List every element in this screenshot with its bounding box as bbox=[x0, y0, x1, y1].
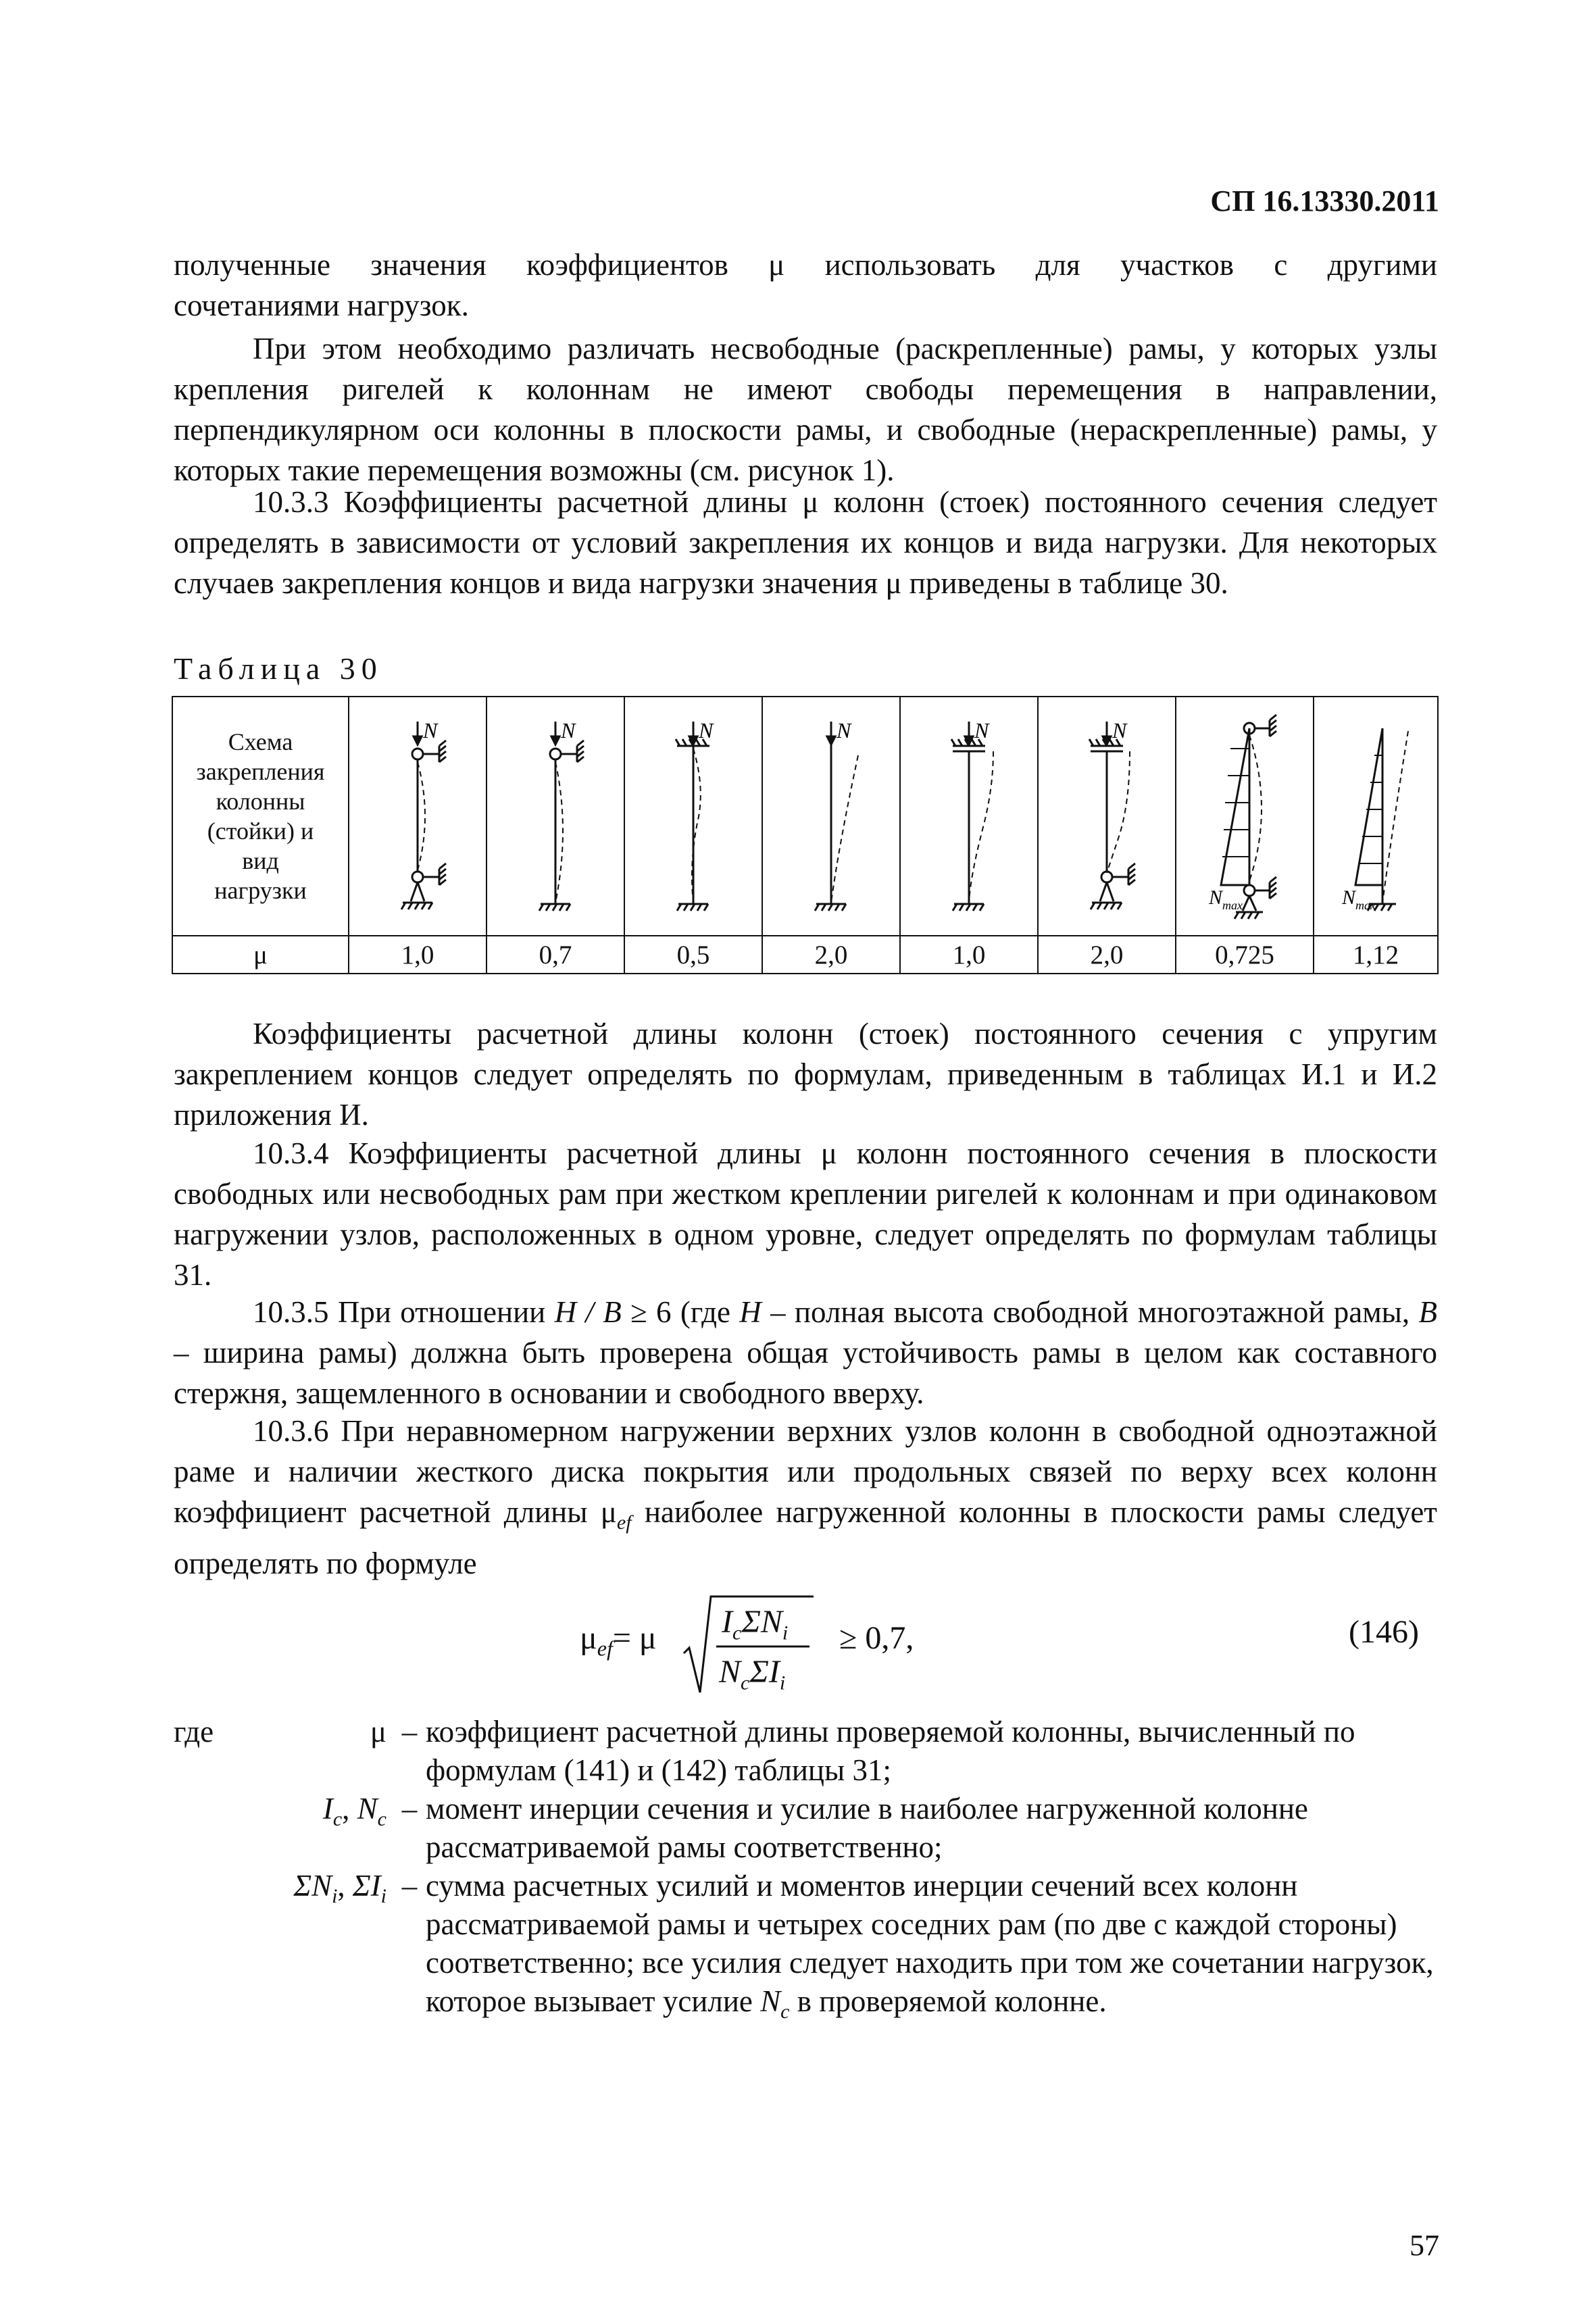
mu-value: 1,0 bbox=[900, 936, 1038, 974]
scheme-cantilever-icon bbox=[791, 708, 872, 924]
mu-value: 0,725 bbox=[1176, 936, 1314, 974]
where-item: $\Sigma N_i$, $\Sigma I_i$ – сумма расчетных усилий и моментов инерции сечений всех колонн рассматриваемой рамы и четырех соседних рам (по две с каждой стороны) соответственно; все усилия следует находить при том же сочетании нагрузок, которое вызывает усилие $N_c$ в проверяемой колонне. bbox=[293, 1869, 1434, 2023]
svg-text:N: N bbox=[1209, 886, 1223, 909]
scheme-slider-pinned-icon bbox=[1066, 708, 1147, 924]
scheme-8-cell bbox=[1314, 697, 1438, 936]
scheme-1-cell bbox=[349, 697, 487, 936]
equation-number: (146) bbox=[1349, 1614, 1419, 1650]
document-code: СП 16.13330.2011 bbox=[1210, 184, 1439, 218]
scheme-slider-fixed-icon bbox=[928, 708, 1009, 924]
paragraph-frames: При этом необходимо различать несвободные (раскрепленные) рамы, у которых узлы крепления ригелей к колоннам не имеют свободы перемещения в направлении, перпендикулярном оси колонны в плоскости рамы, и свободные (нераскрепленные) рамы, у которых такие перемещения возможны (см. рисунок 1). bbox=[174, 332, 1437, 487]
paragraph-10-3-5: 10.3.5 При отношении H / B ≥ 6 (где H – полная высота свободной многоэтажной рамы, B – ширина рамы) должна быть проверена общая устойчивость рамы в целом как составного стержня, защемленного в основании и свободного вверху. bbox=[174, 1295, 1437, 1410]
svg-text:N: N bbox=[974, 718, 989, 743]
mu-value: 0,5 bbox=[624, 936, 762, 974]
scheme-distributed-pinned-icon bbox=[1194, 708, 1295, 924]
table-caption: Таблица 30 bbox=[174, 651, 383, 686]
mu-value: 1,12 bbox=[1314, 936, 1438, 974]
mu-value: 2,0 bbox=[762, 936, 900, 974]
page-number: 57 bbox=[1410, 2229, 1439, 2262]
paragraph-10-3-6: 10.3.6 При неравномерном нагружении верхних узлов колонн в свободной одноэтажной раме и наличии жесткого диска покрытия или продольных связей по верху всех колонн коэффициент расчетной длины $\mu_{ef}$ наиболее нагруженной колонны в плоскости рамы следует определять по формуле bbox=[174, 1414, 1437, 1580]
svg-text:N: N bbox=[1112, 718, 1127, 743]
scheme-5-cell bbox=[900, 697, 1038, 936]
scheme-pinned-fixed-icon bbox=[515, 708, 596, 924]
svg-text:max: max bbox=[1355, 899, 1376, 912]
scheme-2-cell bbox=[487, 697, 624, 936]
where-list bbox=[174, 1713, 1437, 2031]
mu-label-cell: μ bbox=[172, 936, 349, 974]
svg-text:N: N bbox=[561, 718, 576, 743]
mu-value: 2,0 bbox=[1038, 936, 1176, 974]
mu-value: 1,0 bbox=[349, 936, 487, 974]
scheme-distributed-cantilever-icon bbox=[1328, 708, 1423, 924]
continuation-line-2: сочетаниями нагрузок. bbox=[174, 288, 469, 322]
paragraph-10-3-4: 10.3.4 Коэффициенты расчетной длины μ колонн постоянного сечения в плоскости свободных или несвободных рам при жестком креплении ригелей к колоннам и при одинаковом нагружении узлов, расположенных в одном уровне, следует определять по формулам таблицы 31. bbox=[174, 1136, 1437, 1292]
mu-value: 0,7 bbox=[487, 936, 624, 974]
paragraph-elastic: Коэффициенты расчетной длины колонн (стоек) постоянного сечения с упругим закреплением концов следует определять по формулам, приведенным в таблицах И.1 и И.2 приложения И. bbox=[174, 1017, 1437, 1132]
scheme-3-cell bbox=[624, 697, 762, 936]
svg-text:N: N bbox=[699, 718, 714, 743]
scheme-6-cell bbox=[1038, 697, 1176, 936]
table-30 bbox=[172, 696, 1439, 974]
where-item: $I_c$, $N_c$ – момент инерции сечения и усилие в наиболее нагруженной колонне рассматриваемой рамы соответственно; bbox=[322, 1792, 1308, 1864]
scheme-pinned-pinned-icon bbox=[377, 708, 458, 924]
svg-text:N: N bbox=[837, 718, 851, 743]
table-header-cell: Схема закрепления колонны (стойки) и вид нагрузки bbox=[172, 697, 349, 936]
svg-text:N: N bbox=[1342, 886, 1356, 909]
svg-text:N: N bbox=[423, 718, 438, 743]
paragraph-10-3-3: 10.3.3 Коэффициенты расчетной длины μ колонн (стоек) постоянного сечения следует определять в зависимости от условий закрепления их концов и вида нагрузки. Для некоторых случаев закрепления концов и вида нагрузки значения μ приведены в таблице 30. bbox=[174, 485, 1437, 600]
scheme-fixed-fixed-icon bbox=[653, 708, 734, 924]
where-item: где μ – коэффициент расчетной длины проверяемой колонны, вычисленный по формулам (141) и (142) таблицы 31; bbox=[174, 1715, 1355, 1787]
scheme-7-cell bbox=[1176, 697, 1314, 936]
svg-text:max: max bbox=[1222, 899, 1243, 912]
continuation-line-1: полученные значения коэффициентов μ использовать для участков с другими bbox=[174, 248, 1437, 282]
formula-146: $\mu_{ef}= \mu$ $I_c\Sigma N_i$ $N_c\Sigma I_i$ ≥ 0,7, bbox=[580, 1591, 1053, 1699]
scheme-4-cell bbox=[762, 697, 900, 936]
